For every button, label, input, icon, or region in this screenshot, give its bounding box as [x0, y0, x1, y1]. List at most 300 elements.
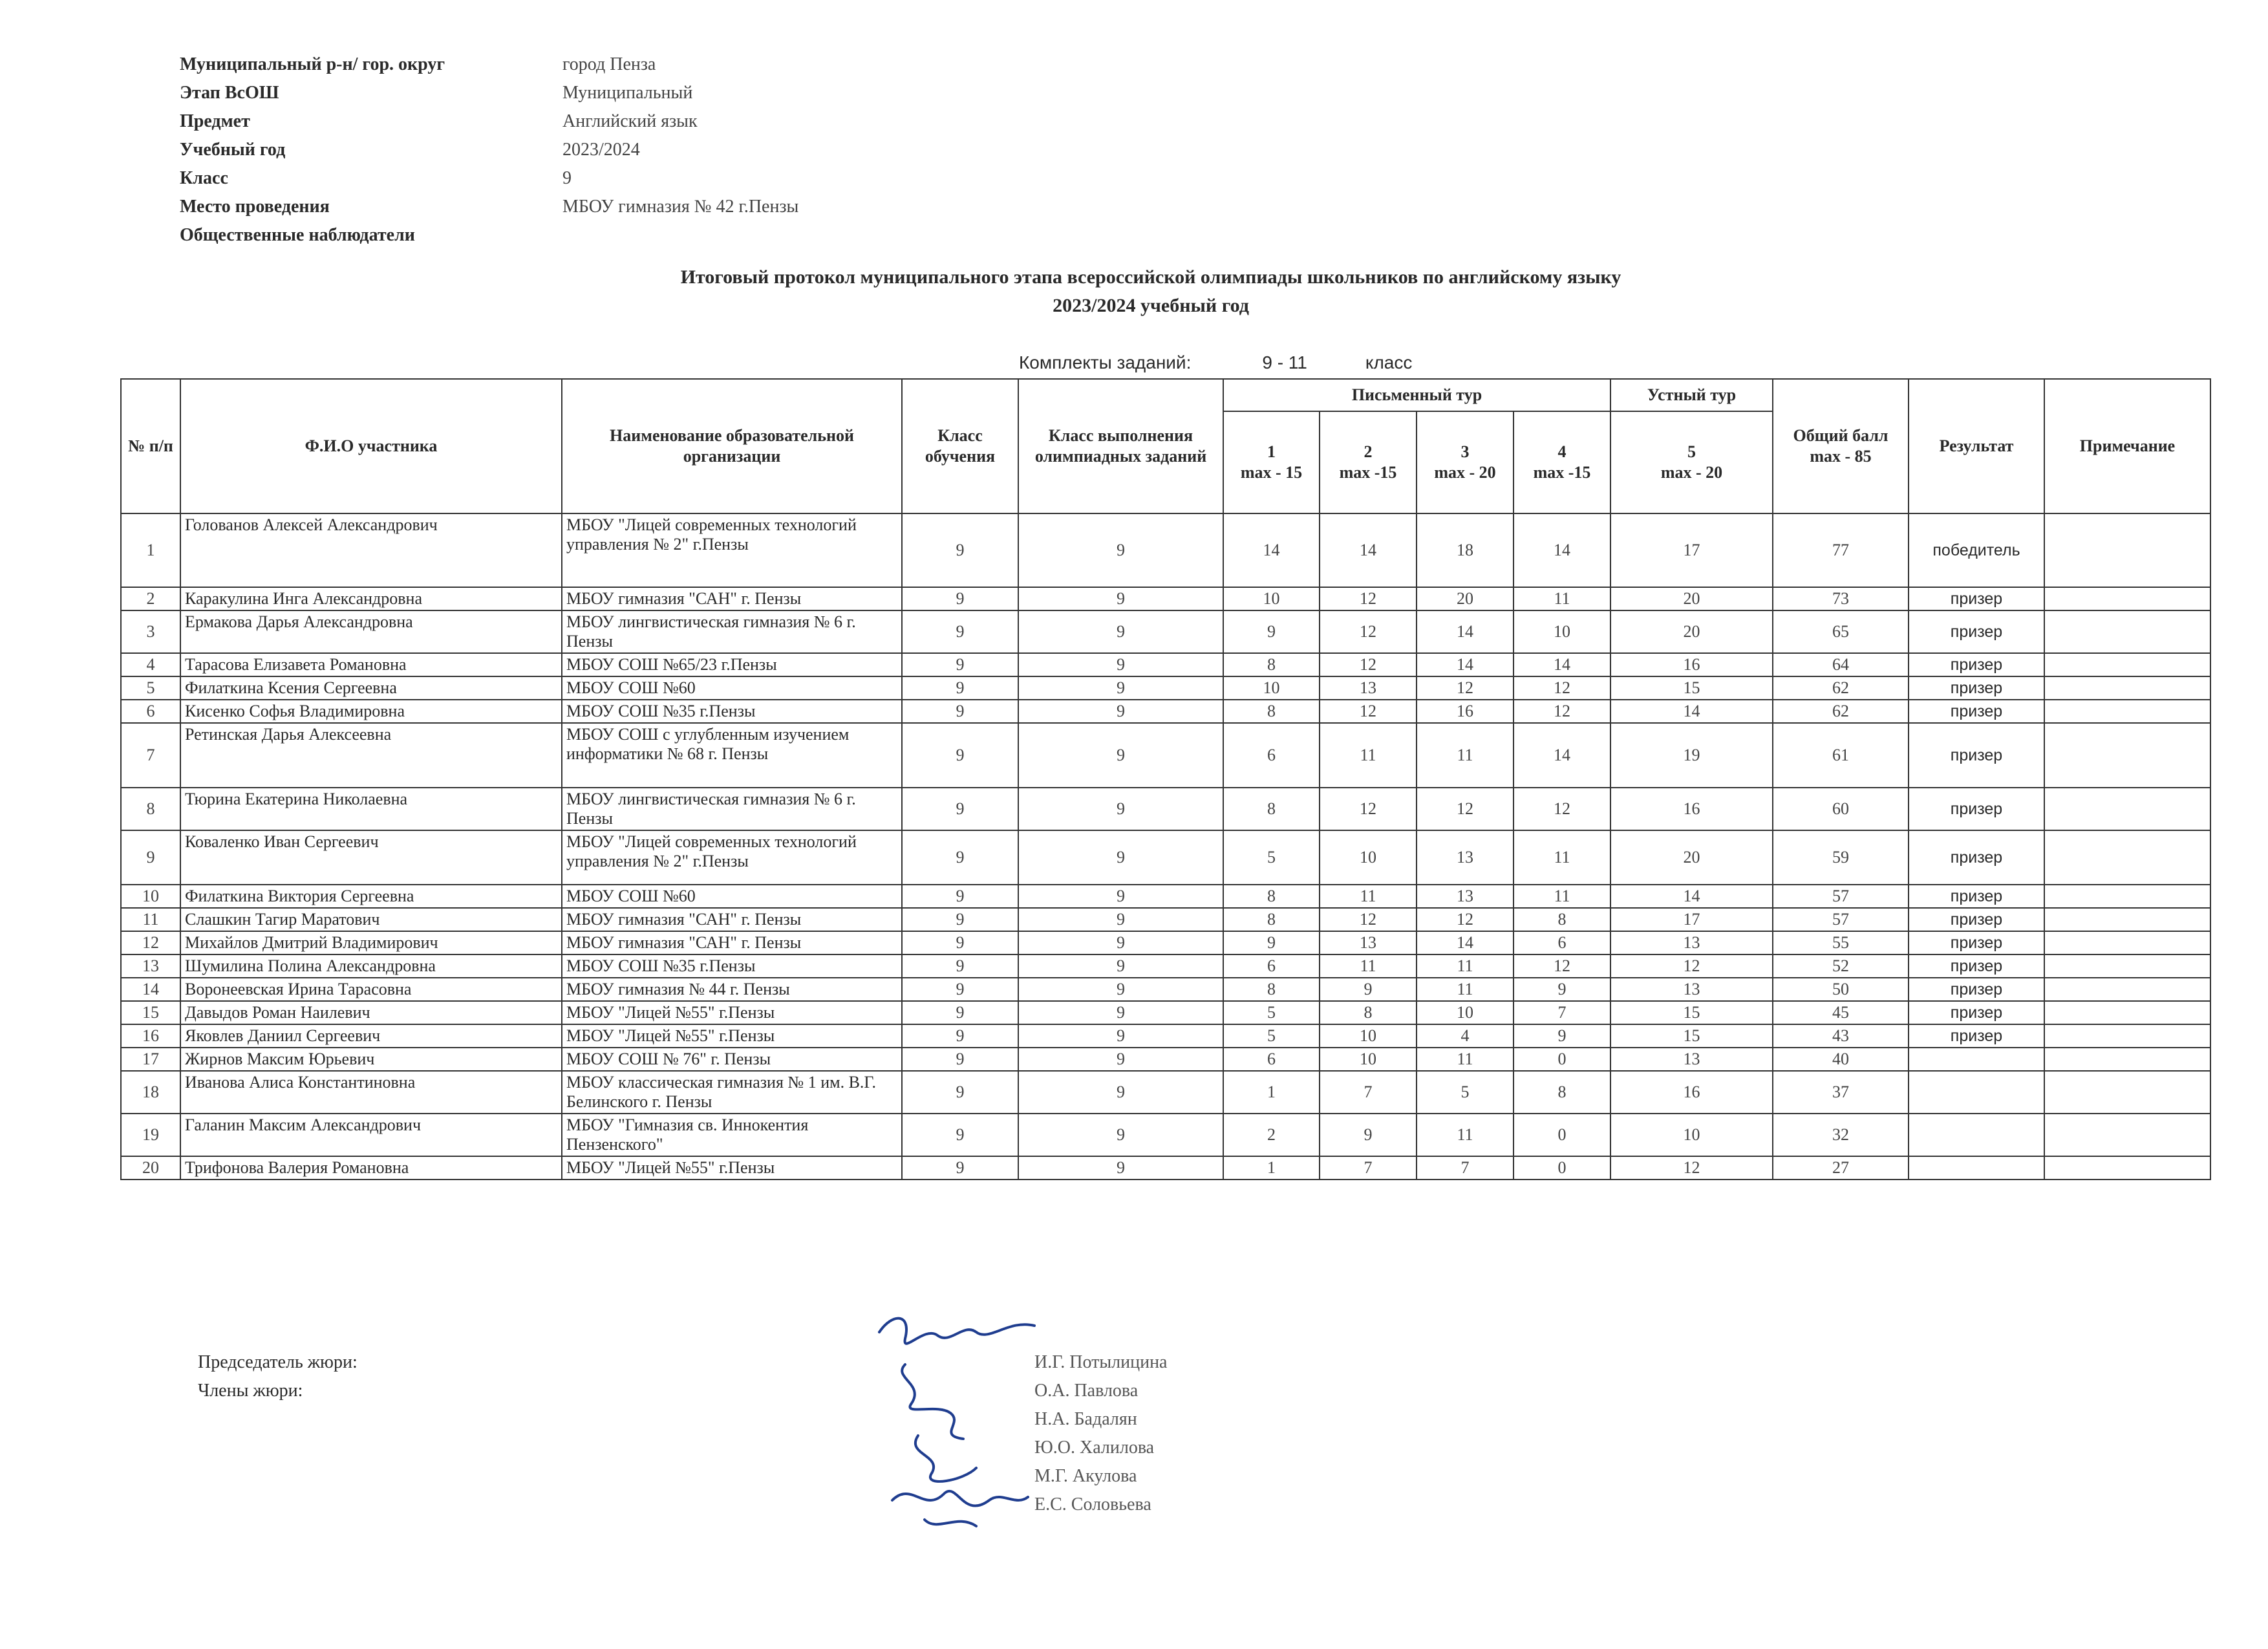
- cell-total: 43: [1773, 1024, 1909, 1048]
- cell-s5: 20: [1610, 610, 1773, 653]
- cell-ge: 9: [1018, 978, 1223, 1001]
- cell-s3: 4: [1417, 1024, 1514, 1048]
- cell-n: 17: [121, 1048, 180, 1071]
- task-5-max: max - 20: [1660, 463, 1723, 482]
- cell-s2: 13: [1320, 931, 1417, 954]
- cell-name: Шумилина Полина Александровна: [180, 954, 562, 978]
- cell-result: победитель: [1909, 513, 2044, 587]
- col-num: № п/п: [121, 379, 180, 513]
- cell-org: МБОУ "Лицей современных технологий управления № 2" г.Пензы: [562, 513, 902, 587]
- cell-s2: 10: [1320, 830, 1417, 885]
- cell-g: 9: [902, 885, 1018, 908]
- meta-label: Общественные наблюдатели: [180, 225, 415, 245]
- cell-s1: 10: [1223, 587, 1320, 610]
- cell-s5: 20: [1610, 587, 1773, 610]
- cell-s2: 10: [1320, 1024, 1417, 1048]
- task-kits-label: Комплекты заданий:: [1019, 352, 1192, 372]
- cell-s2: 12: [1320, 610, 1417, 653]
- cell-total: 45: [1773, 1001, 1909, 1024]
- jury-member-name: Ю.О. Халилова: [1034, 1438, 1155, 1458]
- meta-value: 2023/2024: [562, 140, 640, 160]
- cell-g: 9: [902, 1048, 1018, 1071]
- cell-s3: 5: [1417, 1071, 1514, 1114]
- cell-g: 9: [902, 1024, 1018, 1048]
- col-org: Наименование образовательной организации: [562, 379, 902, 513]
- table-row: [121, 587, 2210, 610]
- cell-s4: 9: [1514, 1024, 1610, 1048]
- cell-s5: 13: [1610, 931, 1773, 954]
- meta-value: МБОУ гимназия № 42 г.Пензы: [562, 197, 799, 217]
- cell-note: [2044, 1048, 2210, 1071]
- cell-org: МБОУ СОШ № 76" г. Пензы: [562, 1048, 902, 1071]
- meta-value: Английский язык: [562, 111, 698, 131]
- jury-member-name: М.Г. Акулова: [1034, 1466, 1137, 1486]
- cell-s3: 7: [1417, 1156, 1514, 1180]
- cell-org: МБОУ гимназия "САН" г. Пензы: [562, 587, 902, 610]
- table-row: [121, 885, 2210, 908]
- cell-total: 27: [1773, 1156, 1909, 1180]
- col-task-4: [1514, 411, 1610, 513]
- cell-s3: 14: [1417, 931, 1514, 954]
- cell-result: призер: [1909, 885, 2044, 908]
- meta-row: [180, 107, 798, 136]
- cell-s5: 15: [1610, 676, 1773, 700]
- cell-s3: 12: [1417, 908, 1514, 931]
- cell-s5: 15: [1610, 1001, 1773, 1024]
- cell-note: [2044, 723, 2210, 788]
- cell-name: Михайлов Дмитрий Владимирович: [180, 931, 562, 954]
- cell-s5: 19: [1610, 723, 1773, 788]
- jury-names: [1034, 1348, 1168, 1519]
- cell-s4: 14: [1514, 653, 1610, 676]
- col-written-tour: Письменный тур: [1223, 379, 1610, 411]
- cell-result: [1909, 1048, 2044, 1071]
- table-row: [121, 676, 2210, 700]
- cell-n: 6: [121, 700, 180, 723]
- cell-n: 1: [121, 513, 180, 587]
- cell-org: МБОУ "Лицей современных технологий управления № 2" г.Пензы: [562, 830, 902, 885]
- cell-name: Давыдов Роман Наилевич: [180, 1001, 562, 1024]
- cell-n: 14: [121, 978, 180, 1001]
- cell-s1: 9: [1223, 610, 1320, 653]
- cell-s4: 12: [1514, 700, 1610, 723]
- table-row: [121, 653, 2210, 676]
- meta-row: [180, 50, 798, 79]
- cell-note: [2044, 587, 2210, 610]
- cell-s2: 11: [1320, 954, 1417, 978]
- cell-name: Иванова Алиса Константиновна: [180, 1071, 562, 1114]
- cell-s1: 5: [1223, 830, 1320, 885]
- cell-s1: 6: [1223, 723, 1320, 788]
- cell-s5: 20: [1610, 830, 1773, 885]
- cell-org: МБОУ "Гимназия св. Иннокентия Пензенского": [562, 1114, 902, 1156]
- cell-note: [2044, 1114, 2210, 1156]
- cell-s1: 5: [1223, 1001, 1320, 1024]
- cell-n: 2: [121, 587, 180, 610]
- cell-org: МБОУ лингвистическая гимназия № 6 г. Пензы: [562, 610, 902, 653]
- cell-total: 77: [1773, 513, 1909, 587]
- table-row: [121, 1156, 2210, 1180]
- cell-n: 7: [121, 723, 180, 788]
- cell-note: [2044, 653, 2210, 676]
- cell-n: 15: [121, 1001, 180, 1024]
- cell-org: МБОУ лингвистическая гимназия № 6 г. Пензы: [562, 788, 902, 830]
- cell-note: [2044, 1024, 2210, 1048]
- cell-g: 9: [902, 908, 1018, 931]
- cell-s2: 8: [1320, 1001, 1417, 1024]
- cell-s4: 14: [1514, 723, 1610, 788]
- cell-s1: 5: [1223, 1024, 1320, 1048]
- cell-ge: 9: [1018, 700, 1223, 723]
- col-result: Результат: [1909, 379, 2044, 513]
- cell-g: 9: [902, 931, 1018, 954]
- cell-s3: 11: [1417, 978, 1514, 1001]
- cell-s4: 12: [1514, 788, 1610, 830]
- cell-g: 9: [902, 610, 1018, 653]
- protocol-title: Итоговый протокол муниципального этапа всероссийской олимпиады школьников по английскому языку: [680, 266, 1621, 288]
- cell-ge: 9: [1018, 1048, 1223, 1071]
- cell-note: [2044, 830, 2210, 885]
- table-row: [121, 1071, 2210, 1114]
- cell-s1: 8: [1223, 700, 1320, 723]
- cell-result: призер: [1909, 700, 2044, 723]
- cell-g: 9: [902, 723, 1018, 788]
- cell-total: 57: [1773, 908, 1909, 931]
- cell-ge: 9: [1018, 830, 1223, 885]
- cell-s3: 18: [1417, 513, 1514, 587]
- cell-s2: 11: [1320, 885, 1417, 908]
- cell-ge: 9: [1018, 931, 1223, 954]
- meta-row: [180, 79, 798, 107]
- cell-s3: 12: [1417, 676, 1514, 700]
- cell-name: Жирнов Максим Юрьевич: [180, 1048, 562, 1071]
- table-row: [121, 830, 2210, 885]
- cell-note: [2044, 1001, 2210, 1024]
- cell-org: МБОУ "Лицей №55" г.Пензы: [562, 1024, 902, 1048]
- cell-note: [2044, 513, 2210, 587]
- task-1-max: max - 15: [1240, 463, 1303, 482]
- table-row: [121, 931, 2210, 954]
- cell-name: Филаткина Ксения Сергеевна: [180, 676, 562, 700]
- cell-org: МБОУ СОШ №65/23 г.Пензы: [562, 653, 902, 676]
- cell-result: призер: [1909, 1001, 2044, 1024]
- cell-n: 11: [121, 908, 180, 931]
- cell-total: 62: [1773, 700, 1909, 723]
- col-grade: Класс обучения: [902, 379, 1018, 513]
- cell-s5: 16: [1610, 1071, 1773, 1114]
- cell-result: призер: [1909, 723, 2044, 788]
- jury-member-name: Н.А. Бадалян: [1034, 1409, 1137, 1429]
- cell-s4: 11: [1514, 830, 1610, 885]
- cell-ge: 9: [1018, 1001, 1223, 1024]
- cell-ge: 9: [1018, 954, 1223, 978]
- cell-g: 9: [902, 830, 1018, 885]
- table-row: [121, 513, 2210, 587]
- cell-s2: 11: [1320, 723, 1417, 788]
- cell-s1: 8: [1223, 978, 1320, 1001]
- cell-s1: 14: [1223, 513, 1320, 587]
- cell-s4: 8: [1514, 908, 1610, 931]
- col-grade-exec: Класс выполнения олимпиадных заданий: [1018, 379, 1223, 513]
- cell-g: 9: [902, 1156, 1018, 1180]
- cell-s2: 12: [1320, 700, 1417, 723]
- task-3-max: max - 20: [1434, 463, 1496, 482]
- cell-s1: 8: [1223, 788, 1320, 830]
- cell-result: призер: [1909, 908, 2044, 931]
- protocol-year: 2023/2024 учебный год: [1053, 295, 1249, 316]
- cell-s3: 13: [1417, 885, 1514, 908]
- cell-result: призер: [1909, 931, 2044, 954]
- cell-s1: 8: [1223, 653, 1320, 676]
- cell-s4: 11: [1514, 885, 1610, 908]
- cell-name: Галанин Максим Александрович: [180, 1114, 562, 1156]
- cell-n: 18: [121, 1071, 180, 1114]
- cell-s4: 0: [1514, 1048, 1610, 1071]
- meta-row: [180, 193, 798, 221]
- cell-g: 9: [902, 676, 1018, 700]
- cell-n: 16: [121, 1024, 180, 1048]
- task-4-max: max -15: [1533, 463, 1591, 482]
- jury-members-label: Члены жюри:: [198, 1381, 303, 1401]
- cell-result: [1909, 1071, 2044, 1114]
- cell-g: 9: [902, 587, 1018, 610]
- cell-ge: 9: [1018, 908, 1223, 931]
- cell-ge: 9: [1018, 587, 1223, 610]
- cell-note: [2044, 610, 2210, 653]
- cell-name: Трифонова Валерия Романовна: [180, 1156, 562, 1180]
- task-4-label: 4: [1557, 442, 1567, 461]
- cell-s5: 17: [1610, 513, 1773, 587]
- cell-name: Ермакова Дарья Александровна: [180, 610, 562, 653]
- task-2-max: max -15: [1339, 463, 1397, 482]
- table-row: [121, 978, 2210, 1001]
- cell-s4: 0: [1514, 1114, 1610, 1156]
- col-task-3: [1417, 411, 1514, 513]
- cell-s2: 14: [1320, 513, 1417, 587]
- cell-ge: 9: [1018, 723, 1223, 788]
- cell-total: 37: [1773, 1071, 1909, 1114]
- cell-s1: 8: [1223, 885, 1320, 908]
- task-kits-suffix: класс: [1365, 352, 1413, 372]
- meta-label: Класс: [180, 168, 228, 188]
- cell-total: 55: [1773, 931, 1909, 954]
- cell-s2: 13: [1320, 676, 1417, 700]
- cell-s2: 10: [1320, 1048, 1417, 1071]
- cell-g: 9: [902, 1071, 1018, 1114]
- cell-note: [2044, 978, 2210, 1001]
- meta-value: город Пенза: [562, 54, 656, 74]
- task-5-label: 5: [1687, 442, 1696, 461]
- col-name: Ф.И.О участника: [180, 379, 562, 513]
- cell-n: 12: [121, 931, 180, 954]
- cell-g: 9: [902, 978, 1018, 1001]
- cell-s1: 9: [1223, 931, 1320, 954]
- cell-org: МБОУ "Лицей №55" г.Пензы: [562, 1156, 902, 1180]
- cell-name: Кисенко Софья Владимировна: [180, 700, 562, 723]
- cell-result: призер: [1909, 954, 2044, 978]
- cell-note: [2044, 954, 2210, 978]
- cell-s3: 14: [1417, 653, 1514, 676]
- cell-s5: 15: [1610, 1024, 1773, 1048]
- cell-result: призер: [1909, 653, 2044, 676]
- cell-s5: 13: [1610, 1048, 1773, 1071]
- cell-note: [2044, 931, 2210, 954]
- cell-name: Голованов Алексей Александрович: [180, 513, 562, 587]
- cell-org: МБОУ классическая гимназия № 1 им. В.Г. Белинского г. Пензы: [562, 1071, 902, 1114]
- cell-s4: 9: [1514, 978, 1610, 1001]
- cell-org: МБОУ гимназия "САН" г. Пензы: [562, 931, 902, 954]
- cell-s3: 13: [1417, 830, 1514, 885]
- cell-total: 52: [1773, 954, 1909, 978]
- cell-s1: 2: [1223, 1114, 1320, 1156]
- cell-g: 9: [902, 954, 1018, 978]
- cell-s3: 10: [1417, 1001, 1514, 1024]
- cell-s5: 14: [1610, 885, 1773, 908]
- cell-org: МБОУ СОШ с углубленным изучением информатики № 68 г. Пензы: [562, 723, 902, 788]
- cell-total: 59: [1773, 830, 1909, 885]
- cell-ge: 9: [1018, 788, 1223, 830]
- cell-result: призер: [1909, 788, 2044, 830]
- cell-name: Ретинская Дарья Алексеевна: [180, 723, 562, 788]
- table-row: [121, 1114, 2210, 1156]
- cell-org: МБОУ "Лицей №55" г.Пензы: [562, 1001, 902, 1024]
- cell-s2: 9: [1320, 978, 1417, 1001]
- cell-ge: 9: [1018, 653, 1223, 676]
- jury-labels: [198, 1348, 358, 1405]
- cell-total: 65: [1773, 610, 1909, 653]
- cell-total: 57: [1773, 885, 1909, 908]
- cell-org: МБОУ гимназия № 44 г. Пензы: [562, 978, 902, 1001]
- task-1-label: 1: [1267, 442, 1276, 461]
- cell-result: призер: [1909, 978, 2044, 1001]
- table-row: [121, 908, 2210, 931]
- cell-s5: 12: [1610, 954, 1773, 978]
- cell-s1: 6: [1223, 954, 1320, 978]
- table-row: [121, 700, 2210, 723]
- cell-s1: 8: [1223, 908, 1320, 931]
- meta-row: [180, 164, 798, 193]
- cell-n: 10: [121, 885, 180, 908]
- cell-note: [2044, 908, 2210, 931]
- cell-s5: 10: [1610, 1114, 1773, 1156]
- cell-g: 9: [902, 700, 1018, 723]
- cell-s4: 12: [1514, 676, 1610, 700]
- cell-s2: 7: [1320, 1156, 1417, 1180]
- cell-s2: 7: [1320, 1071, 1417, 1114]
- cell-total: 60: [1773, 788, 1909, 830]
- cell-result: призер: [1909, 587, 2044, 610]
- cell-n: 3: [121, 610, 180, 653]
- cell-s2: 9: [1320, 1114, 1417, 1156]
- task-kits: [1019, 352, 1483, 373]
- cell-name: Слашкин Тагир Маратович: [180, 908, 562, 931]
- meta-row: [180, 136, 798, 164]
- cell-ge: 9: [1018, 885, 1223, 908]
- table-row: [121, 788, 2210, 830]
- cell-s1: 10: [1223, 676, 1320, 700]
- cell-ge: 9: [1018, 1114, 1223, 1156]
- meta-value: 9: [562, 168, 572, 188]
- cell-org: МБОУ СОШ №35 г.Пензы: [562, 700, 902, 723]
- cell-s3: 16: [1417, 700, 1514, 723]
- cell-name: Тарасова Елизавета Романовна: [180, 653, 562, 676]
- cell-result: призер: [1909, 830, 2044, 885]
- table-row: [121, 954, 2210, 978]
- cell-s3: 11: [1417, 1114, 1514, 1156]
- cell-result: [1909, 1156, 2044, 1180]
- cell-s3: 11: [1417, 1048, 1514, 1071]
- cell-s4: 10: [1514, 610, 1610, 653]
- cell-s2: 12: [1320, 653, 1417, 676]
- cell-s2: 12: [1320, 908, 1417, 931]
- cell-n: 4: [121, 653, 180, 676]
- task-kits-value: 9 - 11: [1262, 352, 1307, 372]
- cell-ge: 9: [1018, 513, 1223, 587]
- cell-s5: 14: [1610, 700, 1773, 723]
- cell-result: призер: [1909, 676, 2044, 700]
- cell-ge: 9: [1018, 1071, 1223, 1114]
- meta-row: [180, 221, 798, 250]
- results-body: [121, 513, 2210, 1180]
- col-task-2: [1320, 411, 1417, 513]
- jury-chair-label: Председатель жюри:: [198, 1352, 358, 1372]
- cell-total: 61: [1773, 723, 1909, 788]
- table-row: [121, 1048, 2210, 1071]
- cell-s1: 6: [1223, 1048, 1320, 1071]
- cell-total: 50: [1773, 978, 1909, 1001]
- col-task-5: [1610, 411, 1773, 513]
- cell-s4: 14: [1514, 513, 1610, 587]
- cell-s5: 12: [1610, 1156, 1773, 1180]
- cell-ge: 9: [1018, 1024, 1223, 1048]
- task-3-label: 3: [1460, 442, 1470, 461]
- meta-label: Учебный год: [180, 140, 286, 160]
- cell-ge: 9: [1018, 676, 1223, 700]
- table-row: [121, 1024, 2210, 1048]
- cell-s4: 6: [1514, 931, 1610, 954]
- cell-g: 9: [902, 1114, 1018, 1156]
- jury-member-name: И.Г. Потылицина: [1034, 1352, 1168, 1372]
- cell-s3: 12: [1417, 788, 1514, 830]
- col-task-1: [1223, 411, 1320, 513]
- cell-s1: 1: [1223, 1156, 1320, 1180]
- cell-ge: 9: [1018, 610, 1223, 653]
- table-row: [121, 723, 2210, 788]
- cell-name: Каракулина Инга Александровна: [180, 587, 562, 610]
- cell-s5: 16: [1610, 788, 1773, 830]
- cell-s4: 7: [1514, 1001, 1610, 1024]
- meta-label: Место проведения: [180, 197, 330, 217]
- cell-total: 73: [1773, 587, 1909, 610]
- cell-s1: 1: [1223, 1071, 1320, 1114]
- col-note: Примечание: [2044, 379, 2210, 513]
- cell-ge: 9: [1018, 1156, 1223, 1180]
- cell-note: [2044, 1156, 2210, 1180]
- cell-note: [2044, 676, 2210, 700]
- cell-s5: 13: [1610, 978, 1773, 1001]
- cell-name: Воронеевская Ирина Тарасовна: [180, 978, 562, 1001]
- cell-n: 13: [121, 954, 180, 978]
- col-total: Общий балл max - 85: [1773, 379, 1909, 513]
- table-row: [121, 1001, 2210, 1024]
- cell-note: [2044, 788, 2210, 830]
- cell-org: МБОУ СОШ №60: [562, 885, 902, 908]
- cell-s4: 8: [1514, 1071, 1610, 1114]
- cell-s4: 0: [1514, 1156, 1610, 1180]
- jury-member-name: Е.С. Соловьева: [1034, 1494, 1151, 1514]
- meta-label: Этап ВсОШ: [180, 83, 279, 103]
- cell-s3: 11: [1417, 723, 1514, 788]
